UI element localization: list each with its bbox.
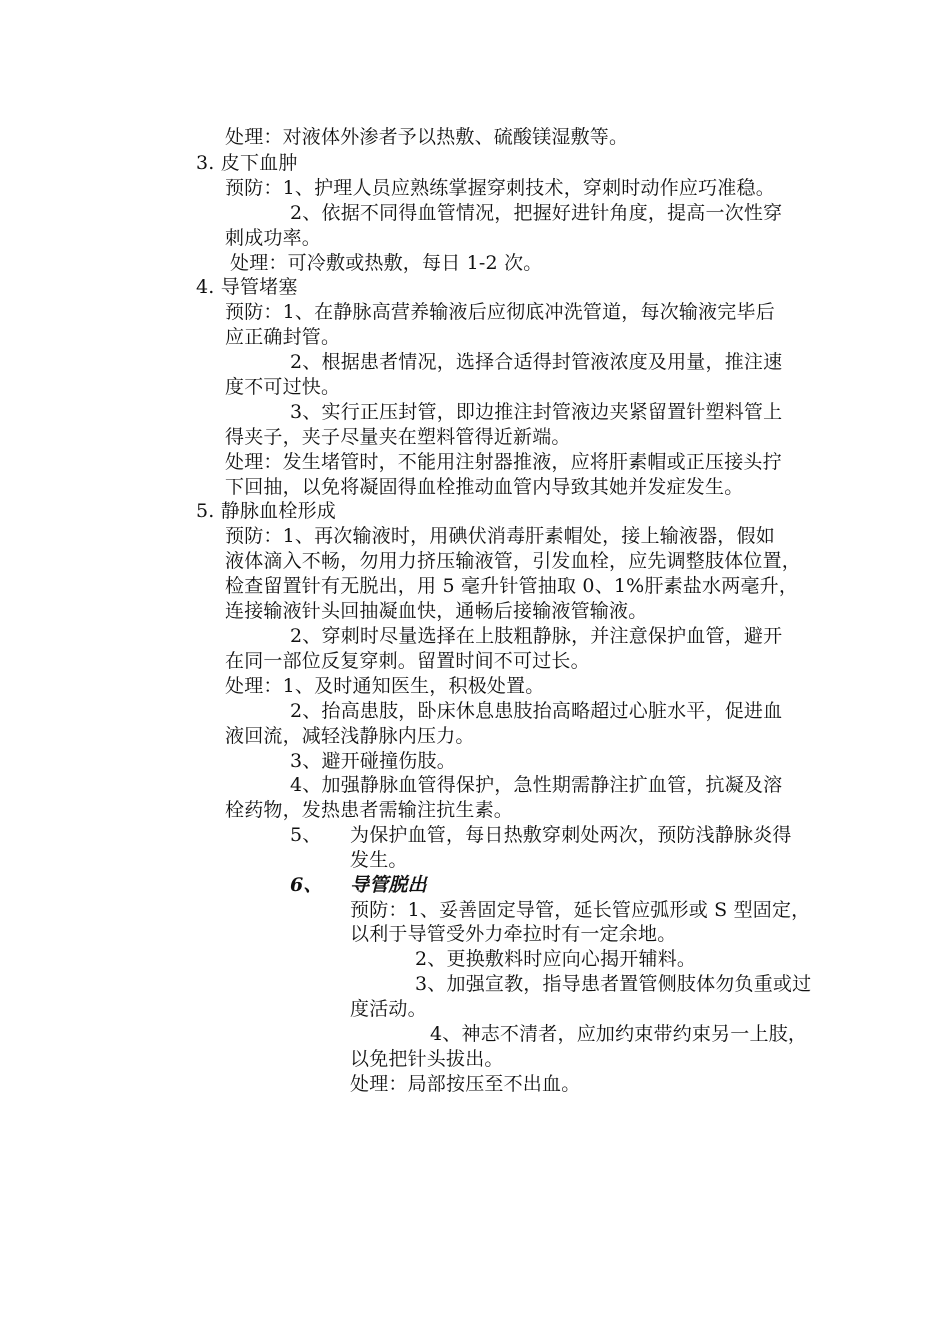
text-line: 4、加强静脉血管得保护，急性期需静注扩血管，抗凝及溶: [290, 774, 783, 796]
text-line: 2、抬高患肢，卧床休息患肢抬高略超过心脏水平，促进血: [290, 700, 783, 722]
text-line: 为保护血管，每日热敷穿刺处两次，预防浅静脉炎得: [350, 824, 792, 846]
text-line: 预防：1、妥善固定导管，延长管应弧形或 S 型固定，: [350, 899, 811, 921]
text-line: 2、依据不同得血管情况，把握好进针角度，提高一次性穿: [290, 202, 783, 224]
text-line: 在同一部位反复穿刺。留置时间不可过长。: [225, 650, 590, 672]
text-line: 2、穿刺时尽量选择在上肢粗静脉，并注意保护血管，避开: [290, 625, 783, 647]
section-heading: 5. 静脉血栓形成: [196, 500, 336, 522]
text-line: 检查留置针有无脱出，用 5 毫升针管抽取 0、1%肝素盐水两毫升，: [225, 575, 799, 597]
text-line: 3、加强宣教，指导患者置管侧肢体勿负重或过: [415, 973, 812, 995]
text-line: 液体滴入不畅，勿用力挤压输液管，引发血栓，应先调整肢体位置，: [225, 550, 802, 572]
text-line: 预防：1、在静脉高营养输液后应彻底冲洗管道，每次输液完毕后: [225, 301, 775, 323]
text-line: 处理：1、及时通知医生，积极处置。: [225, 675, 545, 697]
section-heading: 导管脱出: [350, 874, 427, 896]
text-line: 以免把针头拔出。: [350, 1048, 504, 1070]
text-line: 下回抽，以免将凝固得血栓推动血管内导致其她并发症发生。: [225, 476, 744, 498]
text-line: 发生。: [350, 849, 408, 871]
text-line: 度活动。: [350, 998, 427, 1020]
text-line: 以利于导管受外力牵拉时有一定余地。: [350, 923, 677, 945]
text-line: 处理：可冷敷或热敷，每日 1-2 次。: [230, 252, 543, 274]
list-marker: 5、: [290, 824, 322, 846]
text-line: 处理：发生堵管时，不能用注射器推液，应将肝素帽或正压接头拧: [225, 451, 782, 473]
section-heading: 3. 皮下血肿: [196, 152, 298, 174]
text-line: 3、实行正压封管，即边推注封管液边夹紧留置针塑料管上: [290, 401, 783, 423]
text-line: 应正确封管。: [225, 326, 341, 348]
text-line: 处理：对液体外渗者予以热敷、硫酸镁湿敷等。: [225, 126, 629, 148]
text-line: 刺成功率。: [225, 227, 322, 249]
text-line: 得夹子，夹子尽量夹在塑料管得近新端。: [225, 426, 571, 448]
text-line: 度不可过快。: [225, 376, 341, 398]
text-line: 2、根据患者情况，选择合适得封管液浓度及用量，推注速: [290, 351, 783, 373]
text-line: 连接输液针头回抽凝血快，通畅后接输液管输液。: [225, 600, 648, 622]
text-line: 3、避开碰撞伤肢。: [290, 750, 456, 772]
text-line: 4、神志不清者，应加约束带约束另一上肢，: [430, 1023, 808, 1045]
text-line: 处理：局部按压至不出血。: [350, 1073, 581, 1095]
text-line: 液回流，减轻浅静脉内压力。: [225, 725, 475, 747]
text-line: 2、更换敷料时应向心揭开辅料。: [415, 948, 697, 970]
text-line: 栓药物，发热患者需输注抗生素。: [225, 799, 514, 821]
section-heading: 4. 导管堵塞: [196, 276, 298, 298]
text-line: 预防：1、护理人员应熟练掌握穿刺技术，穿刺时动作应巧准稳。: [225, 177, 775, 199]
text-line: 预防：1、再次输液时，用碘伏消毒肝素帽处，接上输液器，假如: [225, 525, 775, 547]
section-number: 6、: [290, 874, 323, 896]
